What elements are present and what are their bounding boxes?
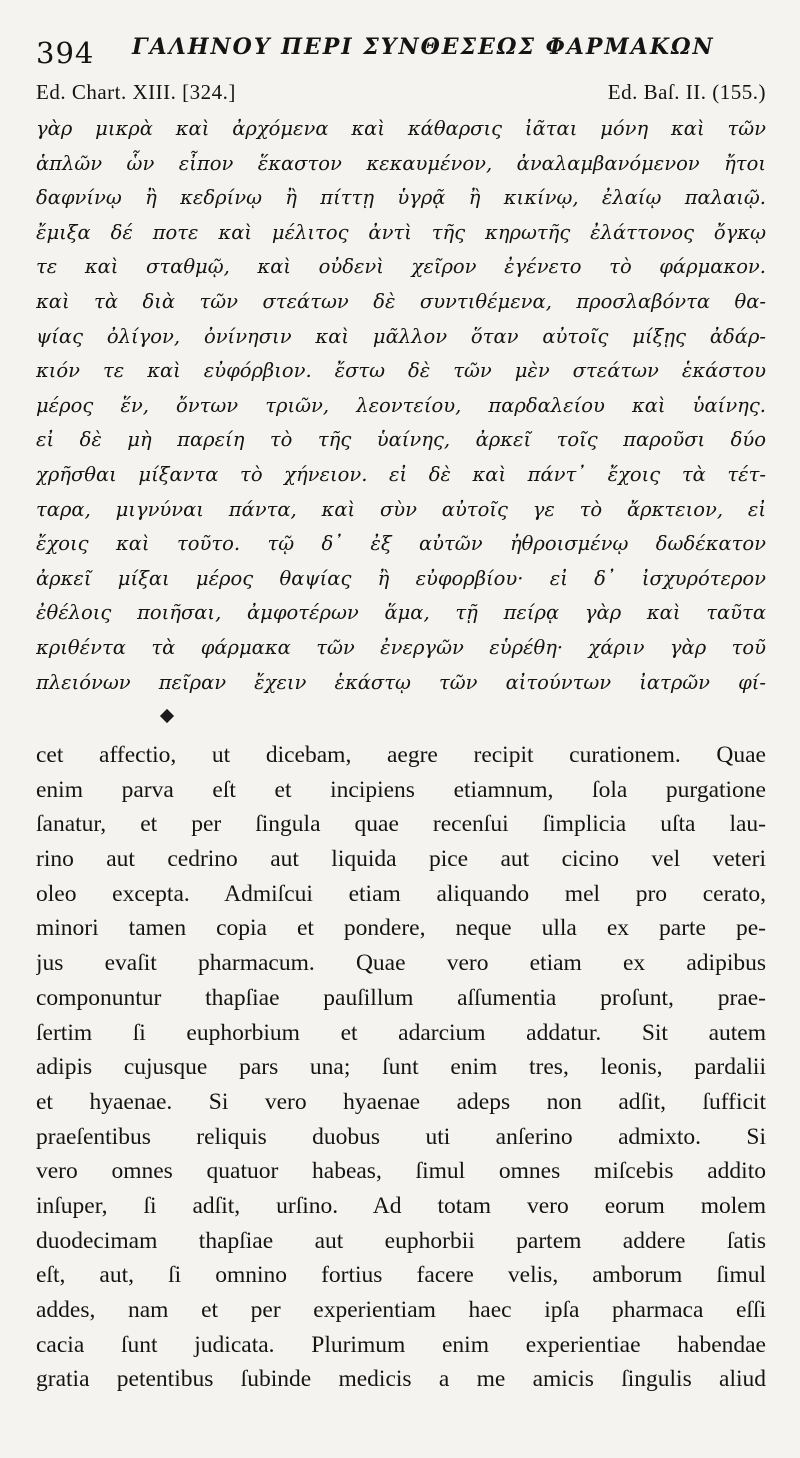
greek-line: κιόν τε καὶ εὐφόρβιον. ἔστω δὲ τῶν μὲν στεάτων ἑκάστου [36,359,766,383]
latin-line: addes, nam et per experientiam haec ipſa pharmaca eſſi [36,1297,766,1323]
latin-line: oleo excepta. Admiſcui etiam aliquando mel pro cerato, [36,880,766,907]
greek-line: καὶ τὰ διὰ τῶν στεάτων δὲ συντιθέμενα, προσλαβόντα θα- [36,289,766,313]
greek-line: κριθέντα τὰ φάρμακα τῶν ἐνεργῶν εὑρέθη· χάριν γὰρ τοῦ [36,635,766,659]
greek-line: ψίας ὀλίγον, ὀνίνησιν καὶ μᾶλλον ὅταν αὐτοῖς μίξῃς ἀδάρ- [36,324,766,348]
greek-line: μέρος ἕν, ὄντων τριῶν, λεοντείου, παρδαλείου καὶ ὑαίνης. [36,393,766,417]
greek-line: ἔχοις καὶ τοῦτο. τῷ δ᾽ ἐξ αὐτῶν ἠθροισμένῳ δωδέκατον [36,532,766,556]
latin-line: adipis cujusque pars una; ſunt enim tres, leonis, pardalii [36,1054,766,1081]
greek-line: γὰρ μικρὰ καὶ ἀρχόμενα καὶ κάθαρσις ἰᾶται μόνη καὶ τῶν [36,117,766,140]
latin-line: praeſentibus reliquis duobus uti anſerino admixto. Si [36,1123,766,1150]
edition-basel-reference: Ed. Baſ. II. (155.) [607,80,766,104]
edition-references [36,80,766,108]
greek-line: ἔμιξα δέ ποτε καὶ μέλιτος ἀντὶ τῆς κηρωτῆς ἐλάττονος ὄγκῳ [36,220,766,244]
running-head [36,30,766,70]
greek-line: δαφνίνῳ ἢ κεδρίνῳ ἢ πίττῃ ὑγρᾷ ἢ κικίνῳ, ἐλαίῳ παλαιῷ. [36,186,766,210]
latin-line: cacia ſunt judicata. Plurimum enim experientiae habendae [36,1331,766,1358]
latin-line: rino aut cedrino aut liquida pice aut cicino vel veteri [36,846,766,873]
greek-line: ἁπλῶν ὧν εἶπον ἕκαστον κεκαυμένον, ἀναλαμβανόμενον ἤτοι [36,151,766,175]
edition-chart-reference: Ed. Chart. XIII. [324.] [36,80,236,104]
latin-line: minori tamen copia et pondere, neque ulla ex parte pe- [36,915,766,942]
latin-text-block [36,738,766,1397]
latin-line: jus evaſit pharmacum. Quae vero etiam ex adipibus [36,950,766,977]
section-separator-mark [160,709,174,723]
page-number: 394 [36,36,95,70]
greek-line: εἰ δὲ μὴ παρείη τὸ τῆς ὑαίνης, ἀρκεῖ τοῖς παροῦσι δύο [36,428,766,452]
greek-line: ἀρκεῖ μίξαι μέρος θαψίας ἢ εὐφορβίου· εἰ δ᾽ ἰσχυρότερον [36,566,766,590]
latin-line: cet affectio, ut dicebam, aegre recipit curationem. Quae [36,742,766,768]
latin-line: inſuper, ſi adſit, urſino. Ad totam vero eorum molem [36,1192,766,1219]
greek-text-block [36,112,766,700]
latin-line: eſt, aut, ſi omnino fortius facere velis, amborum ſimul [36,1262,766,1289]
latin-line: duodecimam thapſiae aut euphorbii partem addere ſatis [36,1227,766,1254]
latin-line: ſertim ſi euphorbium et adarcium addatur. Sit autem [36,1019,766,1046]
greek-line: ταρα, μιγνύναι πάντα, καὶ σὺν αὐτοῖς γε τὸ ἄρκτειον, εἰ [36,497,766,521]
greek-line: τε καὶ σταθμῷ, καὶ οὐδενὶ χεῖρον ἐγένετο τὸ φάρμακον. [36,255,766,279]
running-title: ΓΑΛΗΝΟΥ ΠΕΡΙ ΣΥΝΘΕΣΕΩΣ ΦΑΡΜΑΚΩΝ [132,34,715,60]
latin-line: gratia petentibus ſubinde medicis a me amicis ſingulis aliud [36,1366,766,1393]
latin-line: enim parva eſt et incipiens etiamnum, ſola purgatione [36,776,766,803]
greek-line: χρῆσθαι μίξαντα τὸ χήνειον. εἰ δὲ καὶ πάντ᾽ ἔχοις τὰ τέτ- [36,462,766,486]
latin-line: ſanatur, et per ſingula quae recenſui ſimplicia uſta lau- [36,811,766,838]
latin-line: vero omnes quatuor habeas, ſimul omnes miſcebis addito [36,1158,766,1185]
latin-line: et hyaenae. Si vero hyaenae adeps non adſit, ſufficit [36,1088,766,1115]
greek-line: ἐθέλοις ποιῆσαι, ἀμφοτέρων ἅμα, τῇ πείρᾳ γὰρ καὶ ταῦτα [36,601,766,625]
latin-line: componuntur thapſiae pauſillum aſſumentia proſunt, prae- [36,984,766,1011]
greek-line: πλειόνων πεῖραν ἔχειν ἑκάστῳ τῶν αἰτούντων ἰατρῶν φί- [36,670,766,694]
